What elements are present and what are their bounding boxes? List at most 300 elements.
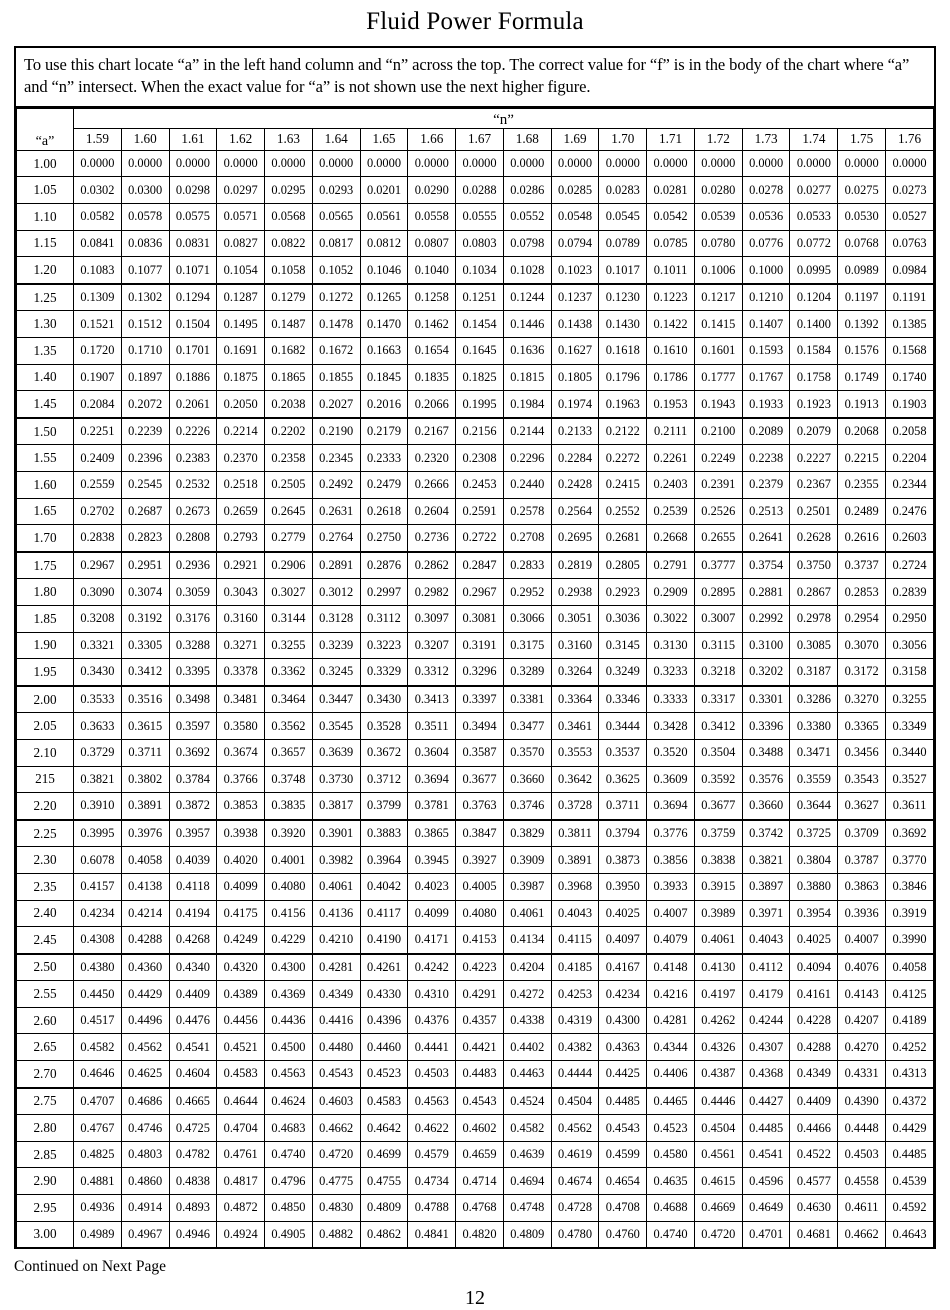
table-cell: 0.1197 xyxy=(838,284,886,311)
table-cell: 0.0000 xyxy=(408,150,456,177)
table-cell: 0.3022 xyxy=(647,605,695,632)
row-label: 2.35 xyxy=(17,873,74,900)
table-cell: 0.4860 xyxy=(121,1168,169,1195)
table-cell: 0.1462 xyxy=(408,311,456,338)
table-cell: 0.1568 xyxy=(886,338,934,365)
table-cell: 0.1454 xyxy=(456,311,504,338)
table-cell: 0.0558 xyxy=(408,204,456,231)
table-cell: 0.0794 xyxy=(551,230,599,257)
table-cell: 0.4080 xyxy=(456,900,504,927)
table-cell: 0.4936 xyxy=(74,1195,122,1222)
row-label: 2.65 xyxy=(17,1034,74,1061)
table-cell: 0.3321 xyxy=(74,632,122,659)
table-cell: 0.1777 xyxy=(694,364,742,391)
table-cell: 0.2950 xyxy=(886,605,934,632)
table-cell: 0.4115 xyxy=(551,927,599,954)
table-cell: 0.4344 xyxy=(647,1034,695,1061)
table-cell: 0.0807 xyxy=(408,230,456,257)
row-label: 3.00 xyxy=(17,1221,74,1247)
table-cell: 0.4662 xyxy=(838,1221,886,1247)
table-cell: 0.4216 xyxy=(647,981,695,1008)
table-cell: 0.4803 xyxy=(121,1141,169,1168)
table-cell: 0.4368 xyxy=(742,1061,790,1088)
table-cell: 0.0000 xyxy=(265,150,313,177)
table-cell: 0.4603 xyxy=(312,1088,360,1115)
table-cell: 0.3296 xyxy=(456,659,504,686)
table-cell: 0.3865 xyxy=(408,820,456,847)
table-cell: 0.3085 xyxy=(790,632,838,659)
table-cell: 0.3728 xyxy=(551,793,599,820)
table-cell: 0.4541 xyxy=(169,1034,217,1061)
table-cell: 0.3477 xyxy=(503,713,551,740)
table-row xyxy=(17,1195,934,1222)
table-cell: 0.4421 xyxy=(456,1034,504,1061)
table-cell: 0.4649 xyxy=(742,1195,790,1222)
table-cell: 0.3305 xyxy=(121,632,169,659)
table-cell: 0.4189 xyxy=(886,1007,934,1034)
row-label: 1.85 xyxy=(17,605,74,632)
row-label: 1.25 xyxy=(17,284,74,311)
table-cell: 0.4767 xyxy=(74,1115,122,1142)
table-cell: 0.4138 xyxy=(121,873,169,900)
table-cell: 0.3711 xyxy=(121,739,169,766)
table-cell: 0.0836 xyxy=(121,230,169,257)
table-cell: 0.3910 xyxy=(74,793,122,820)
table-cell: 0.1601 xyxy=(694,338,742,365)
table-cell: 0.4504 xyxy=(551,1088,599,1115)
table-cell: 0.2072 xyxy=(121,391,169,418)
table-cell: 0.4005 xyxy=(456,873,504,900)
table-cell: 0.1052 xyxy=(312,257,360,284)
table-cell: 0.4485 xyxy=(599,1088,647,1115)
column-header-1-60: 1.60 xyxy=(121,128,169,150)
table-cell: 0.2793 xyxy=(217,525,265,552)
table-cell: 0.4117 xyxy=(360,900,408,927)
table-cell: 0.4429 xyxy=(121,981,169,1008)
table-cell: 0.4242 xyxy=(408,954,456,981)
table-cell: 0.2695 xyxy=(551,525,599,552)
table-cell: 0.3729 xyxy=(74,739,122,766)
table-cell: 0.2391 xyxy=(694,472,742,499)
table-cell: 0.4234 xyxy=(74,900,122,927)
table-cell: 0.2603 xyxy=(886,525,934,552)
table-cell: 0.3553 xyxy=(551,739,599,766)
table-cell: 0.4080 xyxy=(265,873,313,900)
table-cell: 0.1230 xyxy=(599,284,647,311)
table-cell: 0.0277 xyxy=(790,177,838,204)
table-cell: 0.4905 xyxy=(265,1221,313,1247)
table-cell: 0.3989 xyxy=(694,900,742,927)
table-cell: 0.4210 xyxy=(312,927,360,954)
table-cell: 0.1897 xyxy=(121,364,169,391)
table-cell: 0.3954 xyxy=(790,900,838,927)
table-cell: 0.2618 xyxy=(360,498,408,525)
table-cell: 0.3609 xyxy=(647,766,695,793)
table-cell: 0.4768 xyxy=(456,1195,504,1222)
table-cell: 0.4291 xyxy=(456,981,504,1008)
table-cell: 0.1077 xyxy=(121,257,169,284)
table-cell: 0.4204 xyxy=(503,954,551,981)
table-cell: 0.0995 xyxy=(790,257,838,284)
table-cell: 0.4185 xyxy=(551,954,599,981)
table-row xyxy=(17,847,934,874)
table-cell: 0.4313 xyxy=(886,1061,934,1088)
table-cell: 0.0302 xyxy=(74,177,122,204)
table-cell: 0.4409 xyxy=(790,1088,838,1115)
table-cell: 0.2666 xyxy=(408,472,456,499)
table-cell: 0.4583 xyxy=(360,1088,408,1115)
table-cell: 0.4761 xyxy=(217,1141,265,1168)
table-cell: 0.4728 xyxy=(551,1195,599,1222)
table-cell: 0.3115 xyxy=(694,632,742,659)
table-cell: 0.3175 xyxy=(503,632,551,659)
page-number: 12 xyxy=(465,1287,485,1310)
table-cell: 0.3412 xyxy=(694,713,742,740)
table-cell: 0.4369 xyxy=(265,981,313,1008)
table-cell: 0.4272 xyxy=(503,981,551,1008)
table-cell: 0.2204 xyxy=(886,445,934,472)
table-cell: 0.0295 xyxy=(265,177,313,204)
table-cell: 0.3349 xyxy=(886,713,934,740)
table-cell: 0.4460 xyxy=(360,1034,408,1061)
table-cell: 0.3255 xyxy=(886,686,934,713)
table-cell: 0.4307 xyxy=(742,1034,790,1061)
table-row xyxy=(17,204,934,231)
table-cell: 0.0571 xyxy=(217,204,265,231)
table-cell: 0.0285 xyxy=(551,177,599,204)
table-cell: 0.3528 xyxy=(360,713,408,740)
table-cell: 0.3270 xyxy=(838,686,886,713)
table-cell: 0.2050 xyxy=(217,391,265,418)
table-cell: 0.0000 xyxy=(456,150,504,177)
table-cell: 0.4746 xyxy=(121,1115,169,1142)
table-cell: 0.3223 xyxy=(360,632,408,659)
table-cell: 0.3112 xyxy=(360,605,408,632)
table-cell: 0.3847 xyxy=(456,820,504,847)
table-cell: 0.3891 xyxy=(551,847,599,874)
table-cell: 0.1258 xyxy=(408,284,456,311)
table-cell: 0.4662 xyxy=(312,1115,360,1142)
table-cell: 0.1943 xyxy=(694,391,742,418)
table-cell: 0.4382 xyxy=(551,1034,599,1061)
table-cell: 0.3464 xyxy=(265,686,313,713)
table-cell: 0.3883 xyxy=(360,820,408,847)
table-cell: 0.4112 xyxy=(742,954,790,981)
table-row xyxy=(17,632,934,659)
table-cell: 0.4483 xyxy=(456,1061,504,1088)
table-row xyxy=(17,177,934,204)
table-cell: 0.2489 xyxy=(838,498,886,525)
table-cell: 0.4611 xyxy=(838,1195,886,1222)
table-cell: 0.0789 xyxy=(599,230,647,257)
row-label: 2.60 xyxy=(17,1007,74,1034)
table-cell: 0.4463 xyxy=(503,1061,551,1088)
table-cell: 0.1058 xyxy=(265,257,313,284)
table-cell: 0.4579 xyxy=(408,1141,456,1168)
table-cell: 0.0000 xyxy=(551,150,599,177)
table-cell: 0.2909 xyxy=(647,579,695,606)
row-label: 2.90 xyxy=(17,1168,74,1195)
table-cell: 0.3712 xyxy=(360,766,408,793)
table-cell: 0.1663 xyxy=(360,338,408,365)
table-cell: 0.3891 xyxy=(121,793,169,820)
table-cell: 0.1610 xyxy=(647,338,695,365)
table-cell: 0.4862 xyxy=(360,1221,408,1247)
table-cell: 0.3545 xyxy=(312,713,360,740)
table-cell: 0.3516 xyxy=(121,686,169,713)
table-cell: 0.4503 xyxy=(408,1061,456,1088)
table-cell: 0.4167 xyxy=(599,954,647,981)
table-cell: 0.4683 xyxy=(265,1115,313,1142)
table-cell: 0.3430 xyxy=(74,659,122,686)
table-cell: 0.1302 xyxy=(121,284,169,311)
table-cell: 0.4223 xyxy=(456,954,504,981)
table-cell: 0.3100 xyxy=(742,632,790,659)
table-cell: 0.3766 xyxy=(217,766,265,793)
table-cell: 0.2853 xyxy=(838,579,886,606)
table-cell: 0.0298 xyxy=(169,177,217,204)
table-cell: 0.2358 xyxy=(265,445,313,472)
table-cell: 0.2951 xyxy=(121,552,169,579)
table-cell: 0.4893 xyxy=(169,1195,217,1222)
table-cell: 0.3158 xyxy=(886,659,934,686)
table-cell: 0.1749 xyxy=(838,364,886,391)
table-cell: 0.4541 xyxy=(742,1141,790,1168)
table-cell: 0.1627 xyxy=(551,338,599,365)
table-cell: 0.0000 xyxy=(503,150,551,177)
table-cell: 0.1825 xyxy=(456,364,504,391)
row-label: 1.60 xyxy=(17,472,74,499)
table-cell: 0.4234 xyxy=(599,981,647,1008)
table-cell: 0.2428 xyxy=(551,472,599,499)
table-row xyxy=(17,498,934,525)
table-cell: 0.2272 xyxy=(599,445,647,472)
row-label: 1.00 xyxy=(17,150,74,177)
table-cell: 0.3725 xyxy=(790,820,838,847)
table-cell: 0.2604 xyxy=(408,498,456,525)
row-label: 1.50 xyxy=(17,418,74,445)
table-cell: 0.1422 xyxy=(647,311,695,338)
table-cell: 0.0000 xyxy=(121,150,169,177)
table-row xyxy=(17,1141,934,1168)
table-row xyxy=(17,364,934,391)
table-cell: 0.4708 xyxy=(599,1195,647,1222)
table-cell: 0.3249 xyxy=(599,659,647,686)
table-cell: 0.0280 xyxy=(694,177,742,204)
column-header-1-70: 1.70 xyxy=(599,128,647,150)
table-cell: 0.3781 xyxy=(408,793,456,820)
table-cell: 0.3611 xyxy=(886,793,934,820)
table-cell: 0.1720 xyxy=(74,338,122,365)
table-cell: 0.3711 xyxy=(599,793,647,820)
table-cell: 0.3056 xyxy=(886,632,934,659)
table-cell: 0.3097 xyxy=(408,605,456,632)
table-cell: 0.4288 xyxy=(121,927,169,954)
table-cell: 0.4820 xyxy=(456,1221,504,1247)
table-cell: 0.1984 xyxy=(503,391,551,418)
table-cell: 0.0565 xyxy=(312,204,360,231)
table-cell: 0.2016 xyxy=(360,391,408,418)
table-cell: 0.3990 xyxy=(886,927,934,954)
table-cell: 0.3051 xyxy=(551,605,599,632)
table-cell: 0.2923 xyxy=(599,579,647,606)
table-cell: 0.4583 xyxy=(217,1061,265,1088)
table-cell: 0.3746 xyxy=(503,793,551,820)
table-cell: 0.1963 xyxy=(599,391,647,418)
row-label: 1.30 xyxy=(17,311,74,338)
table-cell: 0.1006 xyxy=(694,257,742,284)
table-cell: 0.0984 xyxy=(886,257,934,284)
table-cell: 0.1710 xyxy=(121,338,169,365)
table-cell: 0.1855 xyxy=(312,364,360,391)
table-cell: 0.3218 xyxy=(694,659,742,686)
table-cell: 0.4946 xyxy=(169,1221,217,1247)
table-cell: 0.4788 xyxy=(408,1195,456,1222)
table-cell: 0.3144 xyxy=(265,605,313,632)
table-cell: 0.1430 xyxy=(599,311,647,338)
table-cell: 0.4523 xyxy=(647,1115,695,1142)
table-cell: 0.4270 xyxy=(838,1034,886,1061)
table-cell: 0.1576 xyxy=(838,338,886,365)
table-cell: 0.4228 xyxy=(790,1007,838,1034)
table-row xyxy=(17,900,934,927)
table-cell: 0.4396 xyxy=(360,1007,408,1034)
table-cell: 0.1000 xyxy=(742,257,790,284)
table-cell: 0.4989 xyxy=(74,1221,122,1247)
table-cell: 0.4699 xyxy=(360,1141,408,1168)
table-cell: 0.3395 xyxy=(169,659,217,686)
table-cell: 0.0000 xyxy=(886,150,934,177)
table-cell: 0.3971 xyxy=(742,900,790,927)
table-cell: 0.1933 xyxy=(742,391,790,418)
table-cell: 0.4755 xyxy=(360,1168,408,1195)
table-cell: 0.3456 xyxy=(838,739,886,766)
table-cell: 0.3176 xyxy=(169,605,217,632)
table-cell: 0.4563 xyxy=(265,1061,313,1088)
table-cell: 0.2505 xyxy=(265,472,313,499)
table-cell: 0.2066 xyxy=(408,391,456,418)
table-cell: 0.0785 xyxy=(647,230,695,257)
row-label: 2.20 xyxy=(17,793,74,820)
table-cell: 0.4850 xyxy=(265,1195,313,1222)
table-cell: 0.3562 xyxy=(265,713,313,740)
table-cell: 0.4624 xyxy=(265,1088,313,1115)
table-cell: 0.4630 xyxy=(790,1195,838,1222)
table-cell: 0.1618 xyxy=(599,338,647,365)
table-cell: 0.4197 xyxy=(694,981,742,1008)
table-cell: 0.1875 xyxy=(217,364,265,391)
table-cell: 0.4281 xyxy=(312,954,360,981)
table-cell: 0.4688 xyxy=(647,1195,695,1222)
table-cell: 0.1392 xyxy=(838,311,886,338)
table-cell: 0.0989 xyxy=(838,257,886,284)
table-cell: 0.4094 xyxy=(790,954,838,981)
table-cell: 0.4288 xyxy=(790,1034,838,1061)
table-cell: 0.3853 xyxy=(217,793,265,820)
table-cell: 0.4669 xyxy=(694,1195,742,1222)
table-cell: 0.3784 xyxy=(169,766,217,793)
table-cell: 0.2992 xyxy=(742,605,790,632)
row-label: 1.75 xyxy=(17,552,74,579)
table-cell: 0.0000 xyxy=(742,150,790,177)
table-cell: 0.4521 xyxy=(217,1034,265,1061)
table-row xyxy=(17,873,934,900)
table-cell: 0.3677 xyxy=(694,793,742,820)
table-cell: 0.3570 xyxy=(503,739,551,766)
table-cell: 0.2838 xyxy=(74,525,122,552)
table-cell: 0.3494 xyxy=(456,713,504,740)
table-cell: 0.0000 xyxy=(312,150,360,177)
table-cell: 0.2545 xyxy=(121,472,169,499)
row-label: 2.00 xyxy=(17,686,74,713)
row-label: 2.55 xyxy=(17,981,74,1008)
row-label: 2.70 xyxy=(17,1061,74,1088)
table-cell: 0.1251 xyxy=(456,284,504,311)
table-cell: 0.3754 xyxy=(742,552,790,579)
table-cell: 0.4543 xyxy=(456,1088,504,1115)
table-cell: 0.4043 xyxy=(551,900,599,927)
table-row xyxy=(17,418,934,445)
continued-note: Continued on Next Page xyxy=(14,1258,166,1276)
table-row xyxy=(17,150,934,177)
table-cell: 0.3976 xyxy=(121,820,169,847)
table-cell: 0.0803 xyxy=(456,230,504,257)
table-cell: 0.3381 xyxy=(503,686,551,713)
table-cell: 0.2967 xyxy=(456,579,504,606)
table-cell: 0.1593 xyxy=(742,338,790,365)
table-cell: 0.2476 xyxy=(886,498,934,525)
table-cell: 0.3592 xyxy=(694,766,742,793)
table-cell: 0.2214 xyxy=(217,418,265,445)
column-header-1-76: 1.76 xyxy=(886,128,934,150)
table-cell: 0.2655 xyxy=(694,525,742,552)
table-cell: 0.1923 xyxy=(790,391,838,418)
column-header-1-64: 1.64 xyxy=(312,128,360,150)
row-label: 215 xyxy=(17,766,74,793)
table-cell: 0.4448 xyxy=(838,1115,886,1142)
table-cell: 0.4125 xyxy=(886,981,934,1008)
table-cell: 0.3644 xyxy=(790,793,838,820)
table-cell: 0.3763 xyxy=(456,793,504,820)
table-cell: 0.4349 xyxy=(790,1061,838,1088)
table-cell: 0.2453 xyxy=(456,472,504,499)
table-cell: 0.3625 xyxy=(599,766,647,793)
table-row xyxy=(17,927,934,954)
table-cell: 0.3207 xyxy=(408,632,456,659)
table-cell: 0.2862 xyxy=(408,552,456,579)
table-cell: 0.4524 xyxy=(503,1088,551,1115)
table-cell: 0.4262 xyxy=(694,1007,742,1034)
table-cell: 0.2179 xyxy=(360,418,408,445)
table-cell: 0.4061 xyxy=(694,927,742,954)
table-cell: 0.4179 xyxy=(742,981,790,1008)
table-cell: 0.4485 xyxy=(886,1141,934,1168)
table-row xyxy=(17,954,934,981)
table-cell: 0.1415 xyxy=(694,311,742,338)
table-row xyxy=(17,1007,934,1034)
a-header-cell: “a” xyxy=(17,108,74,150)
table-cell: 0.0812 xyxy=(360,230,408,257)
table-cell: 0.3430 xyxy=(360,686,408,713)
table-cell: 0.4563 xyxy=(408,1088,456,1115)
table-cell: 0.4517 xyxy=(74,1007,122,1034)
table-row xyxy=(17,445,934,472)
table-cell: 0.3444 xyxy=(599,713,647,740)
table-cell: 0.4338 xyxy=(503,1007,551,1034)
table-cell: 0.0000 xyxy=(647,150,695,177)
table-cell: 0.4480 xyxy=(312,1034,360,1061)
page-title: Fluid Power Formula xyxy=(366,8,584,35)
